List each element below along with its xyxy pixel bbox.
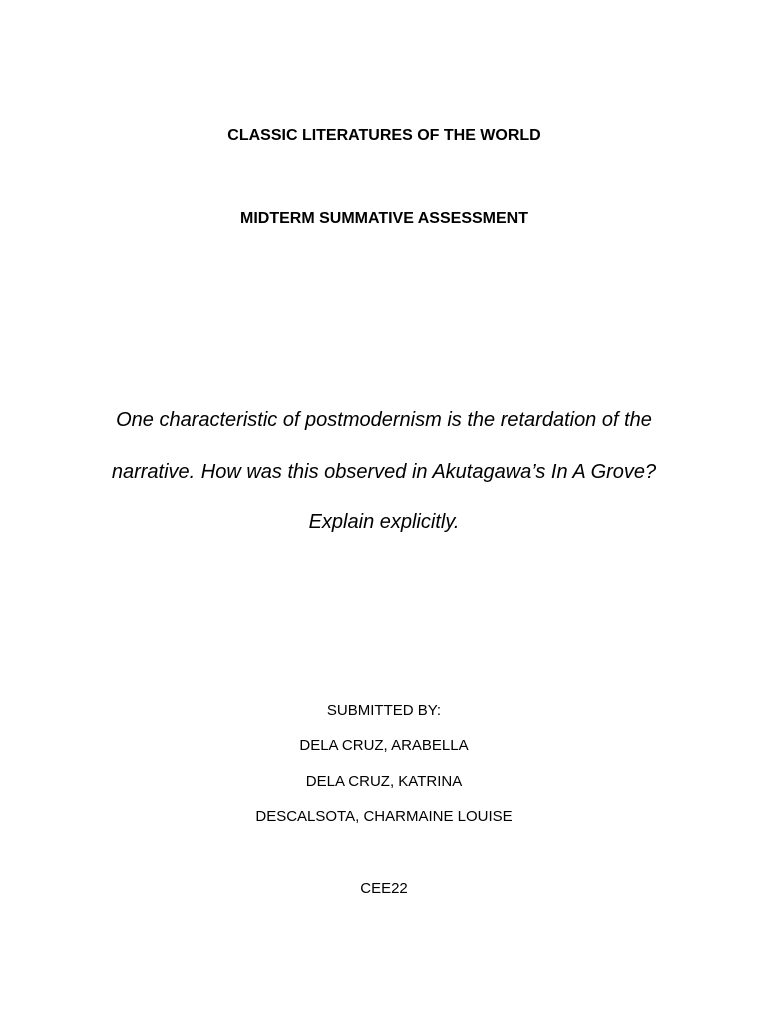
question-line: narrative. How was this observed in Akutagawa’s In A Grove? bbox=[111, 461, 657, 483]
question-line: Explain explicitly. bbox=[308, 511, 460, 533]
submitted-by-label: SUBMITTED BY: bbox=[326, 702, 442, 719]
course-title: CLASSIC LITERATURES OF THE WORLD bbox=[227, 127, 541, 144]
section-code: CEE22 bbox=[360, 880, 408, 897]
assessment-title: MIDTERM SUMMATIVE ASSESSMENT bbox=[239, 210, 528, 227]
question-line: One characteristic of postmodernism is the retardation of the bbox=[116, 409, 652, 431]
author-name: DELA CRUZ, KATRINA bbox=[305, 773, 463, 790]
author-name: DELA CRUZ, ARABELLA bbox=[299, 737, 469, 754]
author-name: DESCALSOTA, CHARMAINE LOUISE bbox=[255, 808, 513, 825]
